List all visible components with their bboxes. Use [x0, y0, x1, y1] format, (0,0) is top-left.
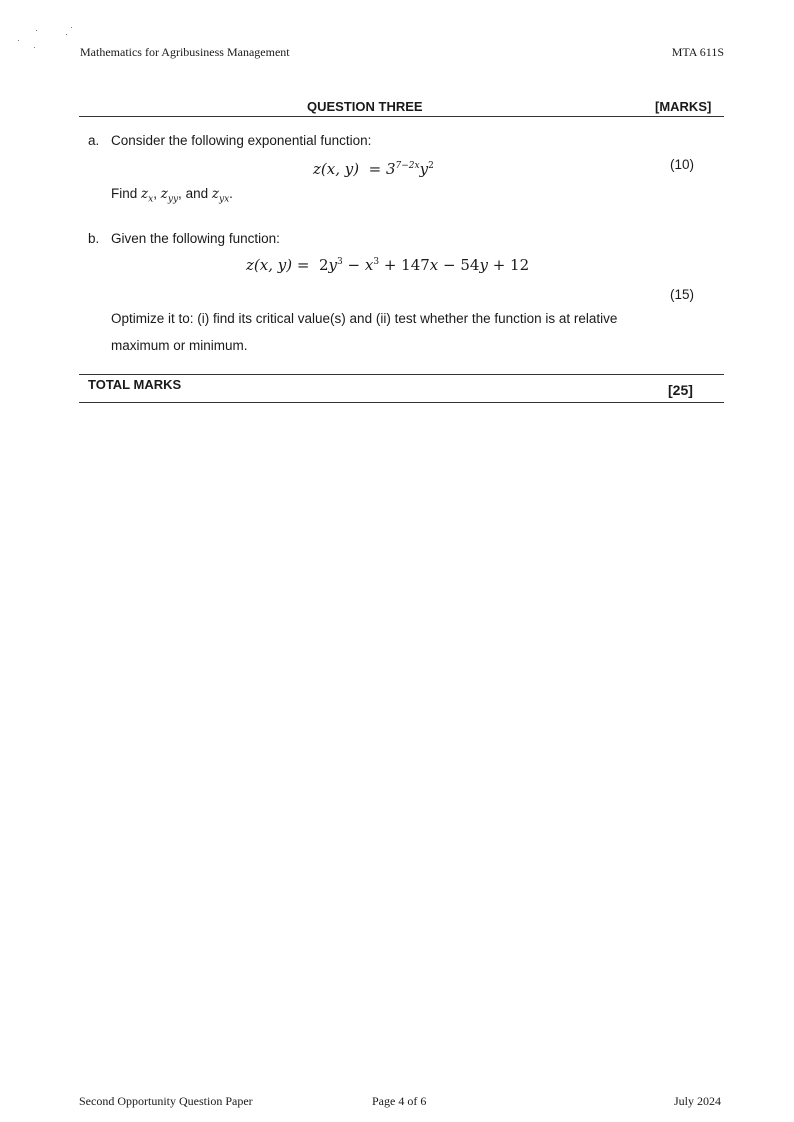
derivative-zyy: $z_{yy}$	[160, 186, 179, 205]
scan-speck	[34, 47, 35, 48]
title-underline	[79, 116, 724, 117]
total-value: [25]	[668, 382, 693, 398]
part-a-intro: Consider the following exponential function:	[111, 133, 372, 148]
part-a-find: Find $z_x$, $z_{yy}$, and $z_{yx}$.	[111, 186, 233, 205]
scan-speck	[66, 34, 67, 35]
part-b-instruction-line1: Optimize it to: (i) find its critical value(s) and (ii) test whether the function is at relative	[111, 311, 618, 326]
scan-speck	[71, 27, 72, 28]
part-a-marks: (10)	[670, 157, 695, 172]
question-title: QUESTION THREE	[307, 99, 423, 114]
part-a-letter: a.	[88, 133, 100, 148]
scan-speck	[36, 30, 37, 31]
part-b-letter: b.	[88, 231, 100, 246]
footer-left: Second Opportunity Question Paper	[79, 1094, 253, 1108]
part-b-instruction-line2: maximum or minimum.	[111, 338, 248, 353]
find-prefix: Find	[111, 186, 138, 201]
footer-right: July 2024	[673, 1094, 721, 1108]
derivative-zyx: $z_{yx}$	[211, 186, 230, 205]
scan-speck	[18, 40, 19, 41]
total-label: TOTAL MARKS	[88, 377, 182, 392]
derivative-zx: $z_x$	[141, 186, 154, 205]
total-bottom-rule	[79, 402, 724, 403]
part-b-equation: z(x, $y) = 2y^3 - x^3 + 147x - 54y + 12$	[246, 256, 530, 274]
find-and: and	[185, 186, 209, 201]
part-b-marks: (15)	[670, 287, 695, 302]
course-title: Mathematics for Agribusiness Management	[80, 45, 290, 59]
total-top-rule	[79, 374, 724, 375]
course-code: MTA 611S	[671, 45, 724, 59]
footer-page-number: Page 4 of 6	[372, 1094, 427, 1108]
part-a-equation: z(x, $y) = 3^{7-2x}y^2$	[313, 160, 434, 178]
marks-header: [MARKS]	[655, 99, 712, 114]
part-b-intro: Given the following function:	[111, 231, 280, 246]
